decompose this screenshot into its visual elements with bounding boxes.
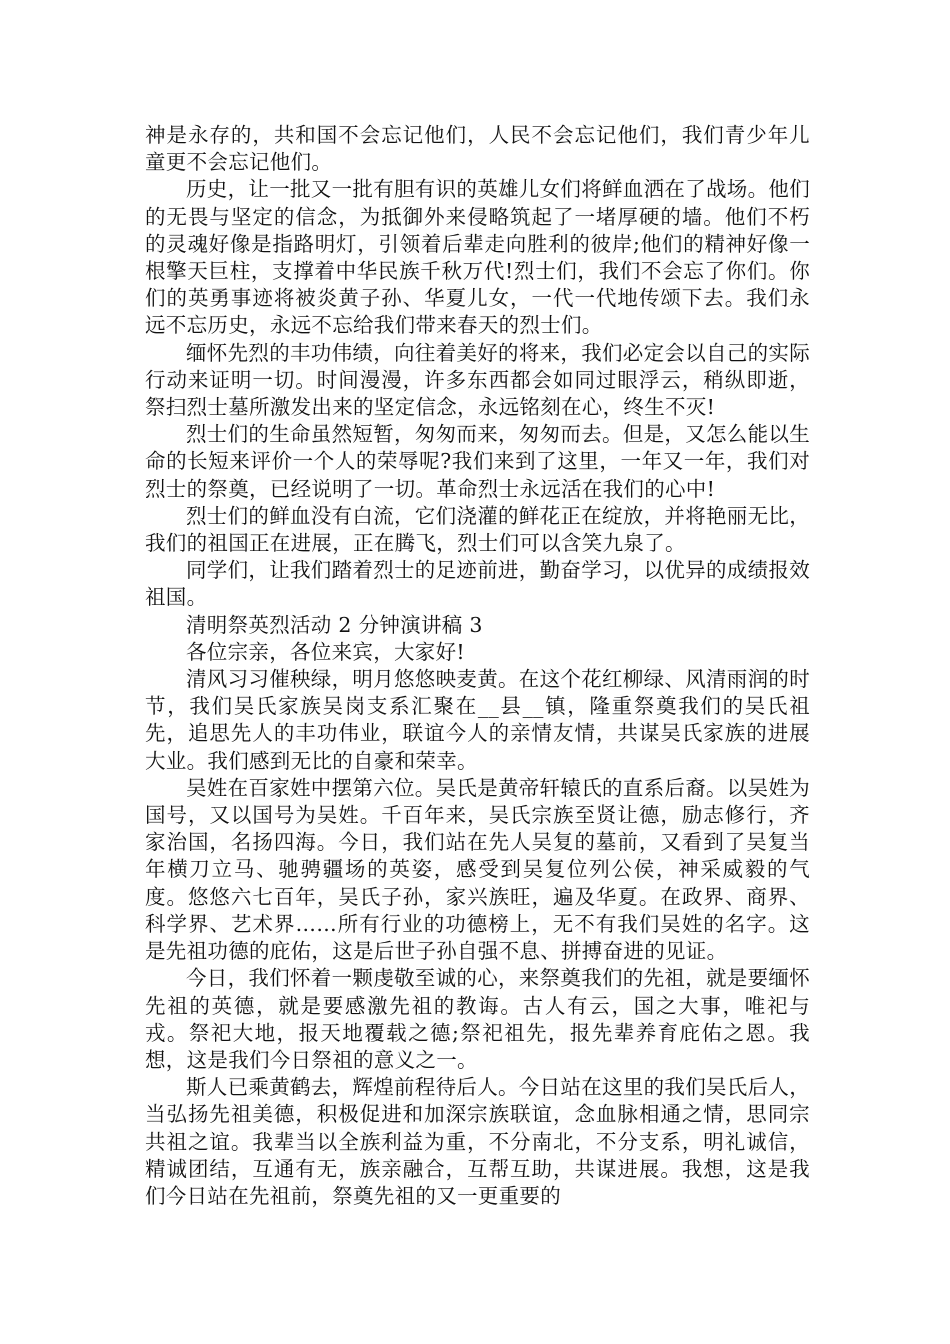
paragraph: 今日，我们怀着一颗虔敬至诚的心，来祭奠我们的先祖，就是要缅怀先祖的英德，就是要感激先祖的教诲。古人有云，国之大事，唯祀与戎。祭祀大地，报天地覆载之德;祭祀祖先，报先辈养育庇佑之恩。我想，这是我们今日祭祖的意义之一。 (145, 966, 810, 1072)
paragraph: 清风习习催秧绿，明月悠悠映麦黄。在这个花红柳绿、风清雨润的时节，我们吴氏家族吴岗支系汇聚在__县__镇，隆重祭奠我们的吴氏祖先，追思先人的丰功伟业，联谊今人的亲情友情，共谋吴氏家族的进展大业。我们感到无比的自豪和荣幸。 (145, 667, 810, 773)
document-body (145, 122, 810, 1210)
paragraph: 斯人已乘黄鹤去，辉煌前程待后人。今日站在这里的我们吴氏后人，当弘扬先祖美德，积极促进和加深宗族联谊，念血脉相通之情，思同宗共祖之谊。我辈当以全族利益为重，不分南北，不分支系，明礼诚信，精诚团结，互通有无，族亲融合，互帮互助，共谋进展。我想，这是我们今日站在先祖前，祭奠先祖的又一更重要的 (145, 1075, 810, 1208)
paragraph: 缅怀先烈的丰功伟绩，向往着美好的将来，我们必定会以自己的实际行动来证明一切。时间漫漫，许多东西都会如同过眼浮云，稍纵即逝，祭扫烈士墓所激发出来的坚定信念，永远铭刻在心，终生不灭! (145, 340, 810, 420)
section-heading: 清明祭英烈活动 2 分钟演讲稿 3 (186, 612, 483, 637)
paragraph: 吴姓在百家姓中摆第六位。吴氏是黄帝轩辕氏的直系后裔。以吴姓为国号，又以国号为吴姓。千百年来，吴氏宗族至贤让德，励志修行，齐家治国，名扬四海。今日，我们站在先人吴复的墓前，又看到了吴复当年横刀立马、驰骋疆场的英姿，感受到吴复位列公侯，神采威毅的气度。悠悠六七百年，吴氏子孙，家兴族旺，遍及华夏。在政界、商界、科学界、艺术界……所有行业的功德榜上，无不有我们吴姓的名字。这是先祖功德的庇佑，这是后世子孙自强不息、拼搏奋进的见证。 (145, 775, 810, 964)
paragraph: 同学们，让我们踏着烈士的足迹前进，勤奋学习，以优异的成绩报效祖国。 (145, 558, 810, 610)
paragraph: 烈士们的生命虽然短暂，匆匆而来，匆匆而去。但是，又怎么能以生命的长短来评价一个人的荣辱呢?我们来到了这里，一年又一年，我们对烈士的祭奠，已经说明了一切。革命烈士永远活在我们的心中! (145, 422, 810, 501)
paragraph: 历史，让一批又一批有胆有识的英雄儿女们将鲜血洒在了战场。他们的无畏与坚定的信念，为抵御外来侵略筑起了一堵厚硬的墙。他们不朽的灵魂好像是指路明灯，引领着后辈走向胜利的彼岸;他们的精神好像一根擎天巨柱，支撑着中华民族千秋万代!烈士们，我们不会忘了你们。你们的英勇事迹将被炎黄子孙、华夏儿女，一代一代地传颂下去。我们永远不忘历史，永远不忘给我们带来春天的烈士们。 (145, 177, 810, 338)
paragraph: 神是永存的，共和国不会忘记他们，人民不会忘记他们，我们青少年儿童更不会忘记他们。 (145, 123, 810, 175)
greeting-line: 各位宗亲，各位来宾，大家好! (186, 639, 465, 664)
paragraph: 烈士们的鲜血没有白流，它们浇灌的鲜花正在绽放，并将艳丽无比，我们的祖国正在进展，正在腾飞，烈士们可以含笑九泉了。 (145, 503, 810, 556)
